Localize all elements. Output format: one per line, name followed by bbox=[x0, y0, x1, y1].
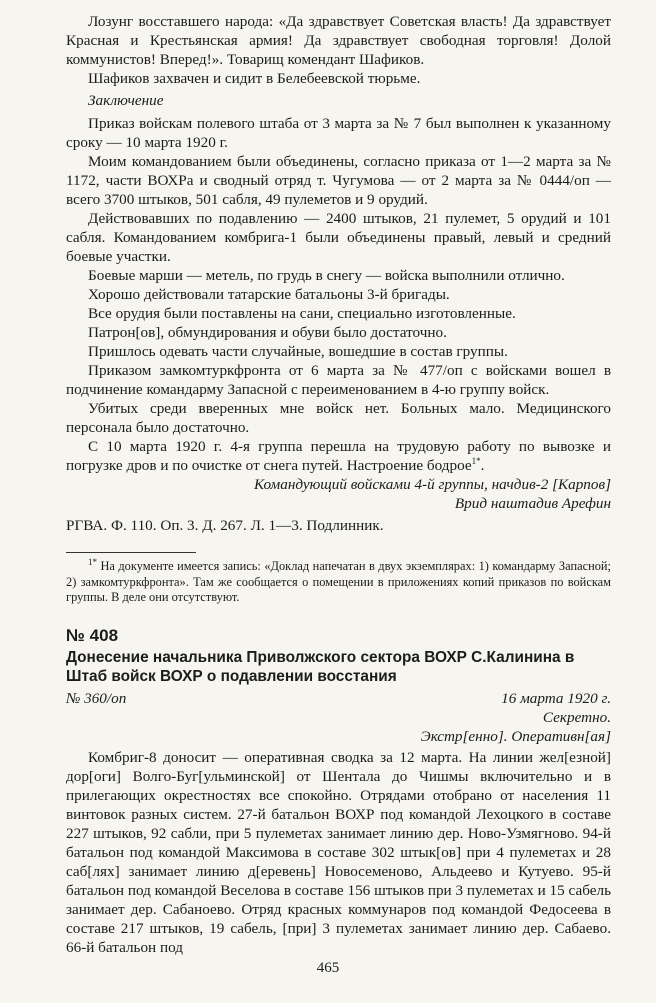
footnote-ref: 1* bbox=[471, 455, 481, 466]
footnote bbox=[66, 556, 611, 606]
document-date: 16 марта 1920 г. bbox=[501, 689, 611, 707]
paragraph-shafikov: Шафиков захвачен и сидит в Белебеевской тюрьме. bbox=[88, 70, 421, 87]
paragraph-tatar: Хорошо действовали татарские батальоны 3-й бригады. bbox=[88, 286, 450, 303]
labor-end: . bbox=[480, 457, 485, 474]
document-body: Комбриг-8 доносит — оперативная сводка за 12 марта. На линии жел[езной] дор[оги] Волго-Буг[ульминской] от Шентала до Чишмы включительно и в прилегающих окрестностях все спокойно. Отрядами отобрано от населения 11 винтовок разных систем. 27-й батальон ВОХР под командой Лехоцкого в составе 227 штыков, 92 сабли, при 5 пулеметах занимает линию дер. Ново-Узмягново. 94-й батальон под командой Максимова в составе 302 штык[ов] при 4 пулеметах и 28 саб[лях] занимает линию д[еревень] Новосеменово, Альдеево и Кутуево. 95-й батальон под командой Веселова в составе 156 штыков при 3 пулеметах и 15 сабель занимает дер. Сабаноево. Отряд красных коммунаров под командой Федосеева в составе 217 штыков, 19 сабель, [при] 3 пулеметах занимает линию дер. Сабаево. 66-й батальон под bbox=[66, 748, 611, 956]
section-heading-conclusion: Заключение bbox=[88, 92, 164, 109]
labor-text: С 10 марта 1920 г. 4-я группа перешла на трудовую работу по вывозке и погрузке дров и по очистке от снега путей. Настроение бодрое bbox=[66, 438, 611, 474]
paragraph-casualties: Убитых среди вверенных мне войск нет. Больных мало. Медицинского персонала было достаточно. bbox=[66, 400, 611, 436]
signature-chief-of-staff: Врид наштадив Арефин bbox=[454, 495, 611, 512]
paragraph-units: Моим командованием были объединены, согласно приказа от 1—2 марта за № 1172, части ВОХРа и сводный отряд т. Чугумова — от 2 марта за № 0444/оп — всего 3700 штыков, 501 сабля, 49 пулеметов и 9 орудий. bbox=[66, 153, 611, 208]
page-number: 465 bbox=[316, 960, 340, 976]
document-urgency: Экстр[енно]. Оперативн[ая] bbox=[420, 727, 611, 745]
document-secrecy: Секретно. bbox=[542, 708, 611, 726]
paragraph-slogan: Лозунг восставшего народа: «Да здравствует Советская власть! Да здравствует Красная и Крестьянская армия! Да здравствует свободная торговля! Долой коммунистов! Вперед!». Товарищ комендант Шафиков. bbox=[66, 13, 611, 68]
footnote-divider bbox=[66, 552, 196, 553]
paragraph-guns: Все орудия были поставлены на сани, специально изготовленные. bbox=[88, 305, 516, 322]
paragraph-labor bbox=[66, 437, 611, 475]
paragraph-marches: Боевые марши — метель, по грудь в снегу — войска выполнили отлично. bbox=[88, 267, 565, 284]
document-meta bbox=[66, 689, 611, 708]
footnote-text: На документе имеется запись: «Доклад напечатан в двух экземплярах: 1) командарму Запасной; 2) замкомтуркфронта». Там же сообщается о помещении в приложениях копий приказов по войскам группы. В деле они отсутствуют. bbox=[66, 559, 611, 604]
paragraph-clothing: Пришлось одевать части случайные, вошедшие в состав группы. bbox=[88, 343, 508, 360]
document-reference: № 360/оп bbox=[66, 689, 127, 707]
signature-commander: Командующий войсками 4-й группы, начдив-2 [Карпов] bbox=[254, 476, 611, 493]
archive-source: РГВА. Ф. 110. Оп. 3. Д. 267. Л. 1—3. Подлинник. bbox=[66, 517, 384, 534]
paragraph-subordination: Приказом замкомтуркфронта от 6 марта за № 477/оп с войсками вошел в подчинение командарму Запасной с переименованием в 4-ю группу войск. bbox=[66, 362, 611, 398]
document-title: Донесение начальника Приволжского сектора ВОХР С.Калинина в Штаб войск ВОХР о подавлении восстания bbox=[66, 648, 575, 685]
paragraph-supply: Патрон[ов], обмундирования и обуви было достаточно. bbox=[88, 324, 447, 341]
page-content bbox=[66, 12, 611, 957]
paragraph-forces: Действовавших по подавлению — 2400 штыков, 21 пулемет, 5 орудий и 101 сабля. Командованием комбрига-1 были объединены правый, левый и средний боевые участки. bbox=[66, 210, 611, 265]
footnote-marker: 1* bbox=[88, 556, 97, 567]
paragraph-order: Приказ войскам полевого штаба от 3 марта за № 7 был выполнен к указанному сроку — 10 марта 1920 г. bbox=[66, 115, 611, 151]
document-number: № 408 bbox=[66, 625, 119, 645]
